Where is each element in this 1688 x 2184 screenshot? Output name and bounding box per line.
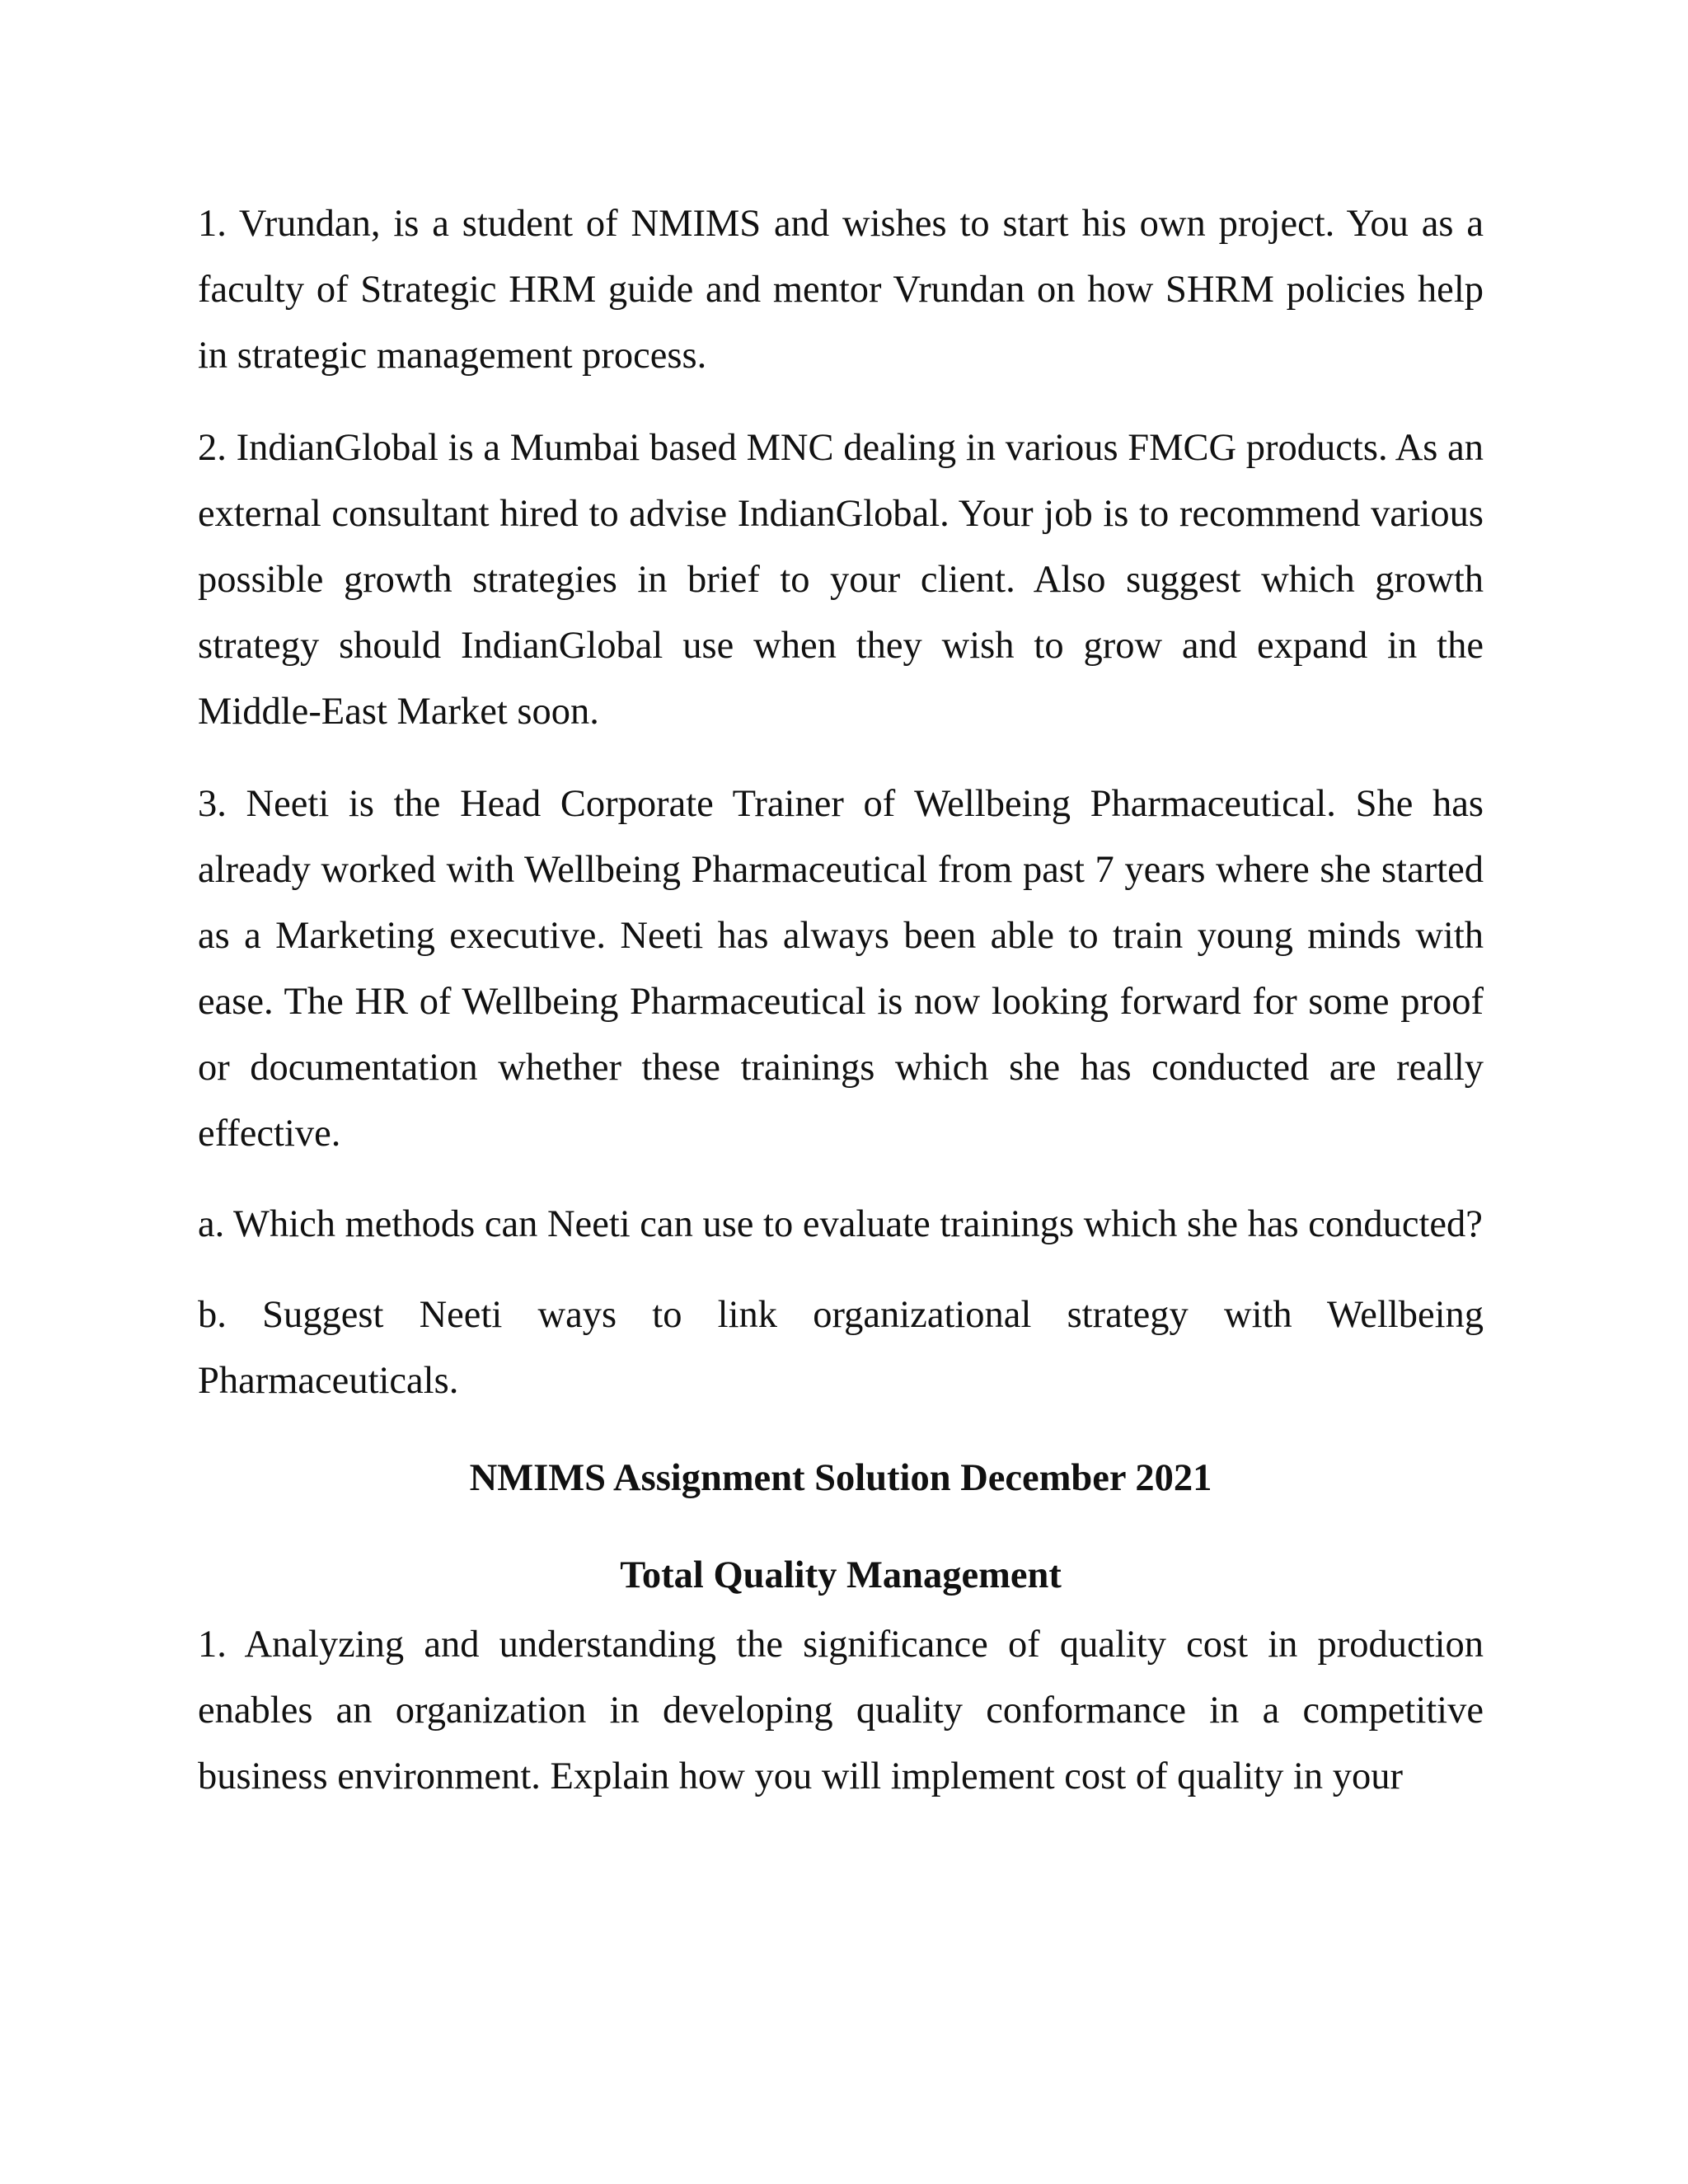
question-3b: b. Suggest Neeti ways to link organizational strategy with Wellbeing Pharmaceuticals. xyxy=(198,1294,1484,1402)
assignment-heading: NMIMS Assignment Solution December 2021 xyxy=(469,1457,1212,1499)
question-3a: a. Which methods can Neeti can use to evaluate trainings which she has conducted? xyxy=(198,1203,1483,1245)
question-2-indianglobal: 2. IndianGlobal is a Mumbai based MNC dealing in various FMCG products. As an external consultant hired to advise IndianGlobal. Your job is to recommend various possible growth strategies in brief to your client. Also suggest which growth strategy should IndianGlobal use when they wish to grow and expand in the Middle-East Market soon. xyxy=(198,427,1484,733)
subject-heading: Total Quality Management xyxy=(620,1554,1062,1596)
question-3-neeti: 3. Neeti is the Head Corporate Trainer of Wellbeing Pharmaceutical. She has already worked with Wellbeing Pharmaceutical from past 7 years where she started as a Marketing executive. Neeti has always been able to train young minds with ease. The HR of Wellbeing Pharmaceutical is now looking forward for some proof or documentation whether these trainings which she has conducted are really effective. xyxy=(198,783,1484,1155)
tqm-question-1: 1. Analyzing and understanding the significance of quality cost in production enables an organization in developing quality conformance in a competitive business environment. Explain how you will implement cost of quality in your xyxy=(198,1624,1484,1797)
question-1-vrundan: 1. Vrundan, is a student of NMIMS and wishes to start his own project. You as a faculty of Strategic HRM guide and mentor Vrundan on how SHRM policies help in strategic management process. xyxy=(198,203,1484,377)
document-body xyxy=(198,191,1484,1810)
